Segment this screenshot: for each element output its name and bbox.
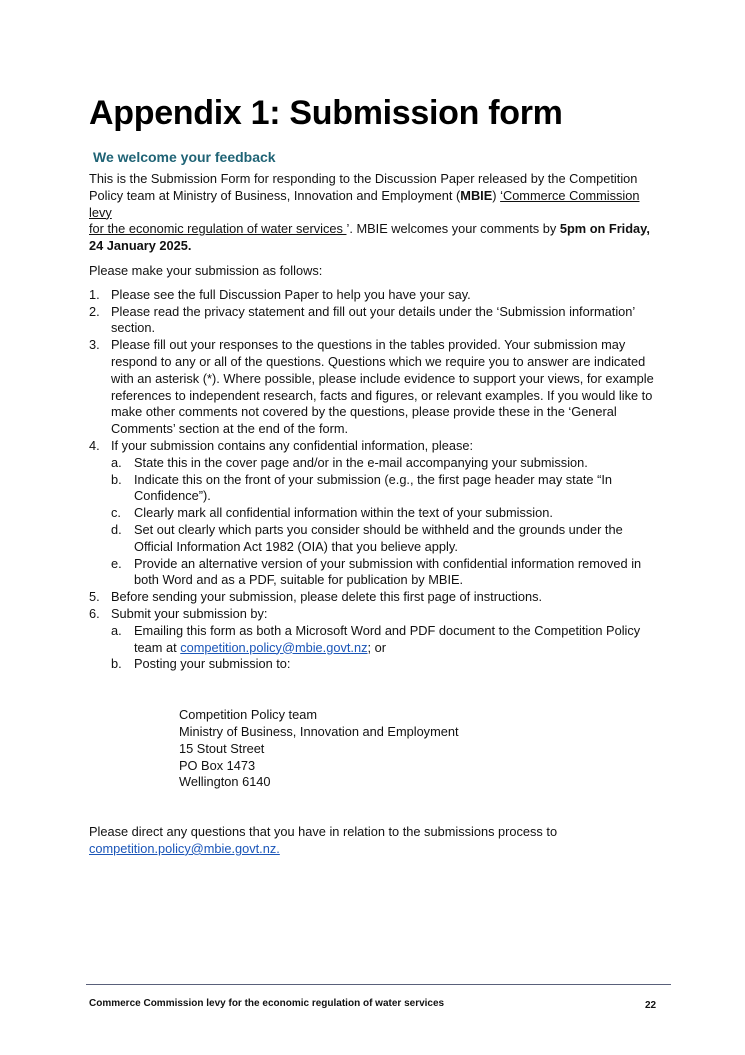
- instruction-list: [89, 287, 659, 673]
- sublist-item-text: [134, 623, 640, 655]
- address-line: Wellington 6140: [179, 774, 271, 790]
- list-item: [89, 304, 659, 338]
- submit-sublist: [111, 623, 659, 673]
- mbie-acronym: MBIE: [460, 187, 493, 203]
- list-number: 4.: [89, 437, 100, 453]
- sublist-letter: b.: [111, 471, 122, 487]
- email-instruction-text: Emailing this form as both a Microsoft Word and PDF document to the Competition Policy team at: [134, 622, 641, 655]
- closing-text: Please direct any questions that you have in relation to the submissions process to: [89, 824, 558, 840]
- footer-document-title: Commerce Commission levy for the economic regulation of water services: [89, 998, 445, 1009]
- list-item: [89, 589, 659, 606]
- sublist-item: [111, 505, 659, 522]
- sublist-item-text: Indicate this on the front of your submission (e.g., the first page header may state “In Confidence”).: [134, 471, 613, 504]
- intro-line-2: [89, 188, 659, 222]
- sublist-item-text: Set out clearly which parts you consider should be withheld and the grounds under the Official Information Act 1982 (OIA) that you believe apply.: [134, 521, 623, 554]
- list-number: 3.: [89, 337, 100, 353]
- deadline-text: 5pm on Friday,: [559, 221, 650, 237]
- page-number: 22: [645, 1000, 657, 1011]
- discussion-paper-title-link[interactable]: for the economic regulation of water services: [89, 221, 347, 237]
- intro-text: This is the Submission Form for responding to the Discussion Paper released by the Competition: [89, 171, 638, 186]
- intro-line-3: [89, 221, 659, 238]
- sublist-item: [111, 623, 659, 657]
- list-item-text: Submit your submission by:: [111, 605, 268, 621]
- address-line: Ministry of Business, Innovation and Employment: [179, 723, 459, 739]
- sublist-item: [111, 556, 659, 590]
- list-number: 5.: [89, 589, 100, 605]
- discussion-paper-title-link[interactable]: ‘Commerce Commission levy: [89, 187, 640, 220]
- sublist-letter: a.: [111, 622, 122, 638]
- sublist-letter: d.: [111, 521, 122, 537]
- list-item: [89, 337, 659, 438]
- list-number: 6.: [89, 605, 100, 621]
- list-number: 2.: [89, 303, 100, 319]
- sublist-letter: c.: [111, 505, 121, 521]
- list-number: 1.: [89, 286, 100, 302]
- list-item-text: Please see the full Discussion Paper to help you have your say.: [111, 286, 471, 302]
- list-item-text: Please read the privacy statement and fill out your details under the ‘Submission information’ section.: [111, 303, 635, 336]
- confidential-sublist: [111, 455, 659, 589]
- intro-paragraph: [89, 171, 659, 255]
- address-line: PO Box 1473: [179, 757, 256, 773]
- page-title: Appendix 1: Submission form: [89, 94, 563, 132]
- list-item: [89, 438, 659, 589]
- list-item: [89, 287, 659, 304]
- sublist-letter: b.: [111, 656, 122, 672]
- intro-line-1: [89, 171, 659, 188]
- sublist-item-text: Provide an alternative version of your submission with confidential information removed in both Word and as a PDF, suitable for publication by MBIE.: [134, 555, 642, 588]
- email-instruction-suffix: ; or: [367, 639, 386, 655]
- page-content: [89, 90, 659, 858]
- intro-text: ): [492, 187, 501, 203]
- closing-email-link[interactable]: competition.policy@mbie.govt.nz.: [89, 840, 280, 856]
- email-link[interactable]: competition.policy@mbie.govt.nz: [180, 639, 368, 655]
- sublist-item: [111, 472, 659, 506]
- postal-address: [179, 707, 659, 791]
- sublist-item: [111, 455, 659, 472]
- list-item: [89, 606, 659, 673]
- address-line: 15 Stout Street: [179, 740, 265, 756]
- sublist-item-text: State this in the cover page and/or in the e-mail accompanying your submission.: [134, 454, 588, 470]
- sublist-item-text: Posting your submission to:: [134, 656, 291, 672]
- sublist-letter: a.: [111, 454, 122, 470]
- intro-text: ’. MBIE welcomes your comments by: [346, 221, 560, 237]
- address-line: Competition Policy team: [179, 707, 317, 723]
- sublist-letter: e.: [111, 555, 122, 571]
- intro-text: Policy team at Ministry of Business, Innovation and Employment (: [89, 187, 461, 203]
- sublist-item: [111, 656, 659, 673]
- closing-paragraph: [89, 824, 659, 858]
- list-item-text: Please fill out your responses to the questions in the tables provided. Your submission may respond to any or all of the questions. Questions which we require you to answer are indicated with an asterisk (*). Where possible, please include evidence to support your views, for example references to independent research, facts and figures, or relevant examples. If you would like to make other comments not covered by the questions, please provide these in the ‘General Comments’ section at the end of the form.: [111, 337, 654, 437]
- sublist-item: [111, 522, 659, 556]
- sublist-item-text: Clearly mark all confidential information within the text of your submission.: [134, 505, 553, 521]
- instructions-lead: Please make your submission as follows:: [89, 262, 323, 278]
- section-subtitle: We welcome your feedback: [93, 149, 276, 165]
- list-item-text: Before sending your submission, please delete this first page of instructions.: [111, 589, 543, 605]
- list-item-text: If your submission contains any confidential information, please:: [111, 437, 474, 453]
- footer-divider: [86, 984, 671, 985]
- deadline-date: 24 January 2025.: [89, 238, 192, 254]
